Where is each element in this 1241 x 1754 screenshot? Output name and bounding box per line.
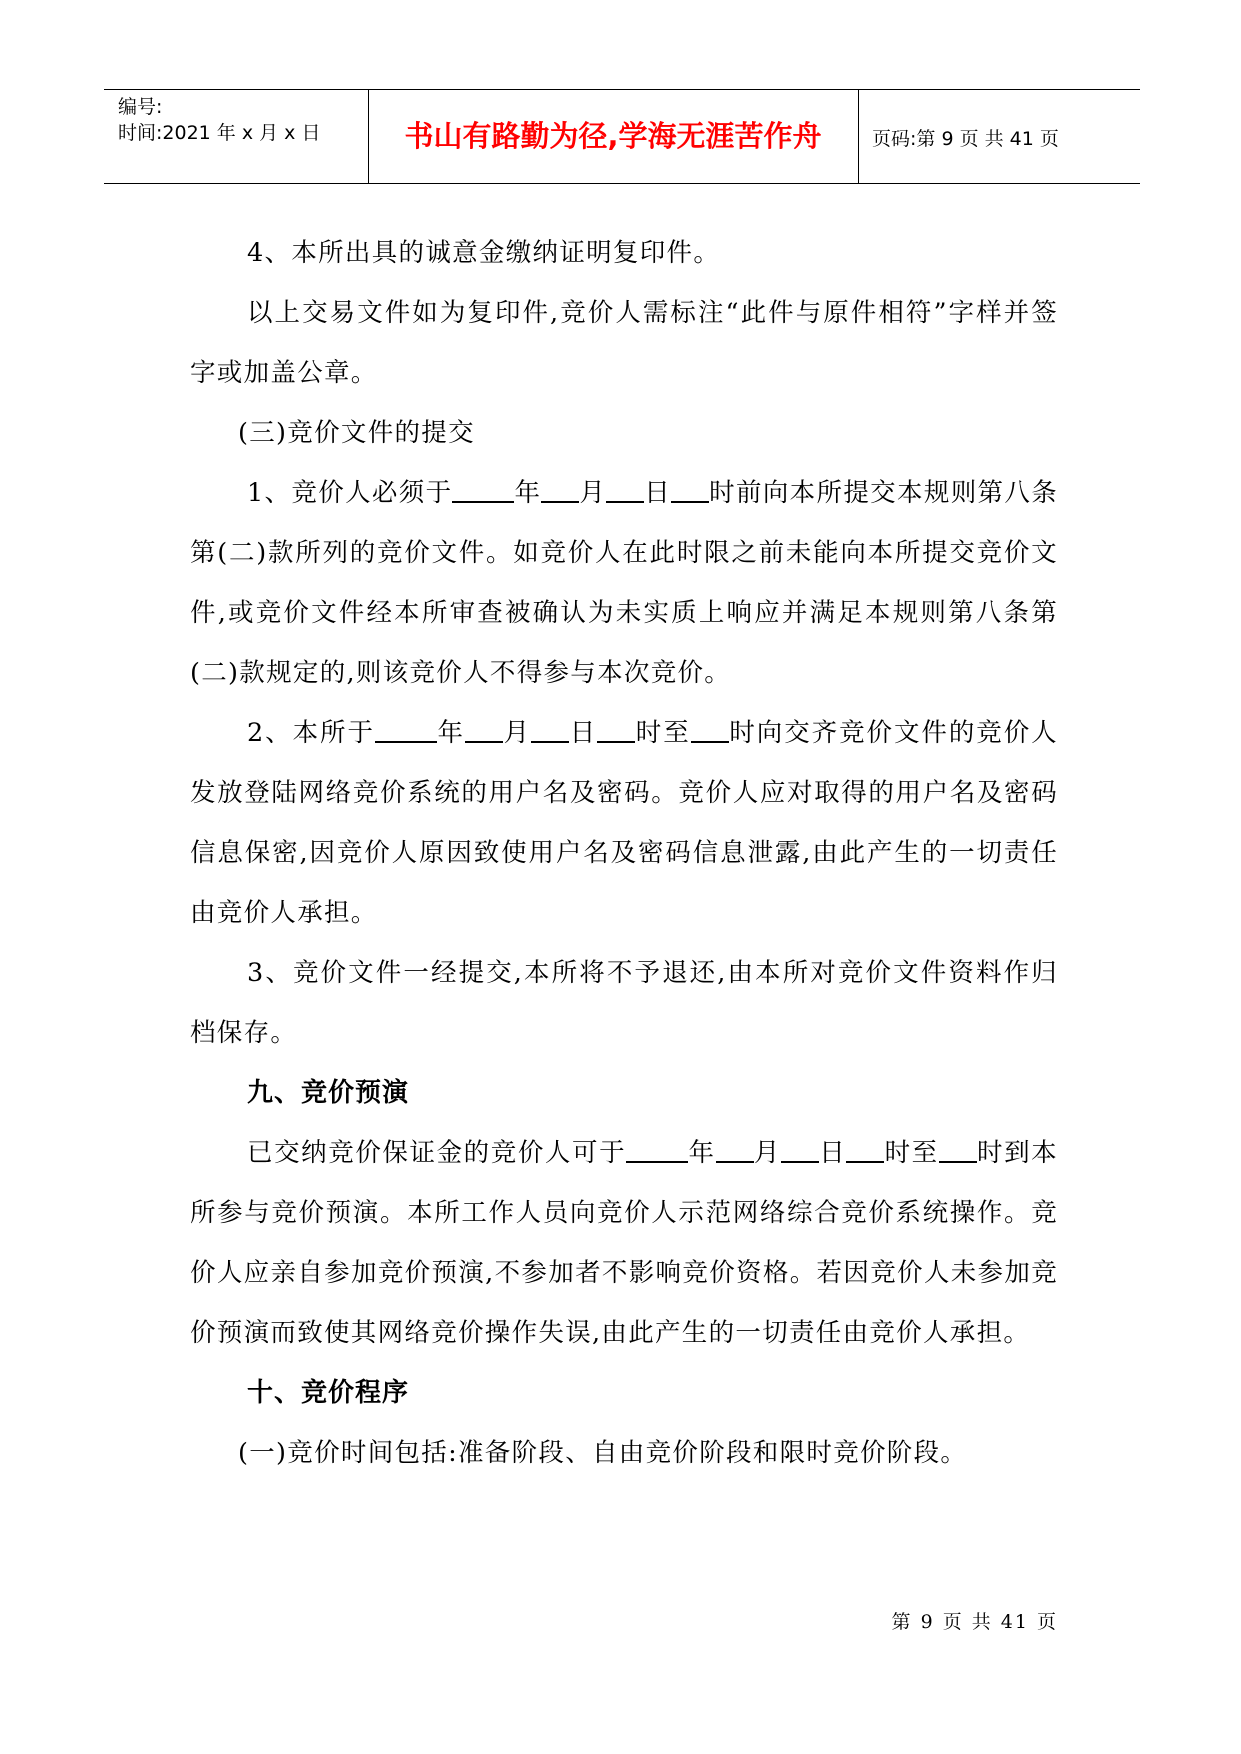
fill-blank [541,477,579,503]
page-header [104,89,1140,184]
fill-blank [626,1137,688,1163]
header-divider [858,90,859,183]
fill-blank [691,717,729,743]
header-motto: 书山有路勤为径,学海无涯苦作舟 [404,119,822,153]
fill-blank [716,1137,754,1163]
fill-blank [452,477,514,503]
fill-blank [597,717,635,743]
fill-blank [606,477,644,503]
subsection-title: (三)竞价文件的提交 [238,418,475,448]
fill-blank [846,1137,884,1163]
document-time-label: 时间:2021 年 x 月 x 日 [118,122,321,144]
header-meta [118,94,320,146]
fill-blank [375,717,437,743]
paragraph: 以上交易文件如为复印件,竞价人需标注“此件与原件相符”字样并签字或加盖公章。 [190,298,1058,388]
section-heading: 九、竞价预演 [247,1078,410,1108]
fill-blank [465,717,503,743]
fill-blank [939,1137,977,1163]
fill-blank [531,717,569,743]
section-heading: 十、竞价程序 [247,1378,410,1408]
page-footer: 第 9 页 共 41 页 [891,1611,1058,1633]
document-body [190,223,1058,1483]
fill-blank [671,477,709,503]
fill-blank [781,1137,819,1163]
paragraph: 3、竞价文件一经提交,本所将不予退还,由本所对竞价文件资料作归档保存。 [190,958,1058,1048]
header-page-label: 页码:第 9 页 共 41 页 [872,128,1059,150]
paragraph: 2、本所于 年 月 日 时至 时向交齐竞价文件的竞价人发放登陆网络竞价系统的用户名及密码。竞价人应对取得的用户名及密码信息保密,因竞价人原因致使用户名及密码信息泄露,由此产生的一切责任由竞价人承担。 [190,718,1058,928]
document-number-label: 编号: [118,96,163,118]
paragraph: 1、竞价人必须于 年 月 日 时前向本所提交本规则第八条第(二)款所列的竞价文件。如竞价人在此时限之前未能向本所提交竞价文件,或竞价文件经本所审查被确认为未实质上响应并满足本规则第八条第(二)款规定的,则该竞价人不得参与本次竞价。 [190,478,1059,688]
paragraph: (一)竞价时间包括:准备阶段、自由竞价阶段和限时竞价阶段。 [238,1438,968,1468]
paragraph: 已交纳竞价保证金的竞价人可于 年 月 日 时至 时到本所参与竞价预演。本所工作人员向竞价人示范网络综合竞价系统操作。竞价人应亲自参加竞价预演,不参加者不影响竞价资格。若因竞价人未参加竞价预演而致使其网络竞价操作失误,由此产生的一切责任由竞价人承担。 [190,1138,1058,1348]
paragraph: 4、本所出具的诚意金缴纳证明复印件。 [247,238,721,268]
